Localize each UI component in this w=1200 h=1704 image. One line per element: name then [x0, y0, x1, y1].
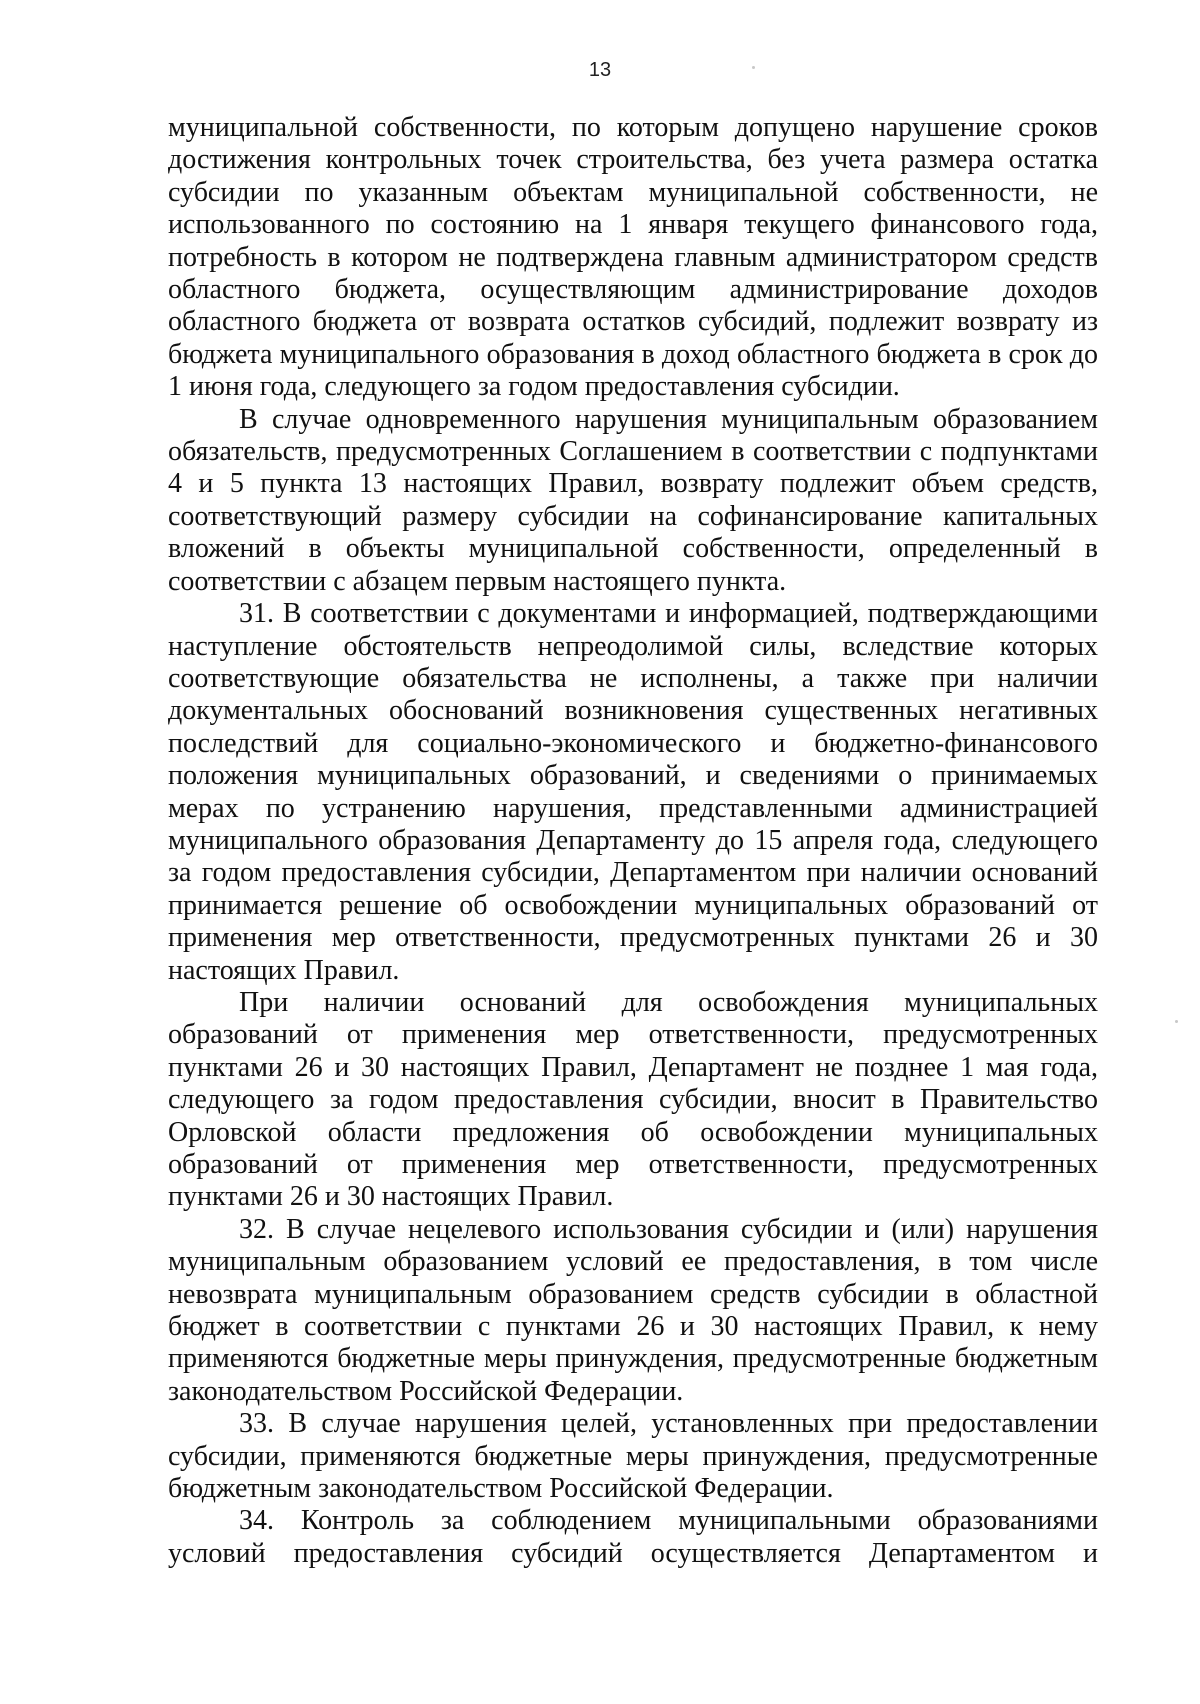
scan-artifact: [1175, 1020, 1178, 1023]
page-number: 13: [588, 59, 612, 81]
paragraph-clause-34: 34. Контроль за соблюдением муниципальными образованиями условий предоставления субсидий осуществляется Департаментом и: [168, 1505, 1098, 1569]
paragraph-simultaneous-violation: В случае одновременного нарушения муниципальным образованием обязательств, предусмотренных Соглашением в соответствии с подпунктами 4 и 5 пункта 13 настоящих Правил, возврату подлежит объем средств, соответствующий размеру субсидии на софинансирование капитальных вложений в объекты муниципальной собственности, определенный в соответствии с абзацем первым настоящего пункта.: [168, 403, 1098, 597]
paragraph-continuation: муниципальной собственности, по которым допущено нарушение сроков достижения контрольных точек строительства, без учета размера остатка субсидии по указанным объектам муниципальной собственности, не использованного по состоянию на 1 января текущего финансового года, потребность в котором не подтверждена главным администратором средств областного бюджета, осуществляющим администрирование доходов областного бюджета от возврата остатков субсидий, подлежит возврату из бюджета муниципального образования в доход областного бюджета в срок до 1 июня года, следующего за годом предоставления субсидии.: [168, 112, 1098, 403]
document-body: [168, 112, 1098, 1570]
paragraph-exemption-grounds: При наличии оснований для освобождения муниципальных образований от применения мер ответственности, предусмотренных пунктами 26 и 30 настоящих Правил, Департамент не позднее 1 мая года, следующего за годом предоставления субсидии, вносит в Правительство Орловской области предложения об освобождении муниципальных образований от применения мер ответственности, предусмотренных пунктами 26 и 30 настоящих Правил.: [168, 986, 1098, 1213]
scan-artifact: [752, 66, 755, 69]
paragraph-clause-31: 31. В соответствии с документами и информацией, подтверждающими наступление обстоятельств непреодолимой силы, вследствие которых соответствующие обязательства не исполнены, а также при наличии документальных обоснований возникновения существенных негативных последствий для социально-экономического и бюджетно-финансового положения муниципальных образований, и сведениями о принимаемых мерах по устранению нарушения, представленными администрацией муниципального образования Департаменту до 15 апреля года, следующего за годом предоставления субсидии, Департаментом при наличии оснований принимается решение об освобождении муниципальных образований от применения мер ответственности, предусмотренных пунктами 26 и 30 настоящих Правил.: [168, 598, 1098, 986]
paragraph-clause-32: 32. В случае нецелевого использования субсидии и (или) нарушения муниципальным образованием условий ее предоставления, в том числе невозврата муниципальным образованием средств субсидии в областной бюджет в соответствии с пунктами 26 и 30 настоящих Правил, к нему применяются бюджетные меры принуждения, предусмотренные бюджетным законодательством Российской Федерации.: [168, 1213, 1098, 1407]
paragraph-clause-33: 33. В случае нарушения целей, установленных при предоставлении субсидии, применяются бюджетные меры принуждения, предусмотренные бюджетным законодательством Российской Федерации.: [168, 1408, 1098, 1505]
